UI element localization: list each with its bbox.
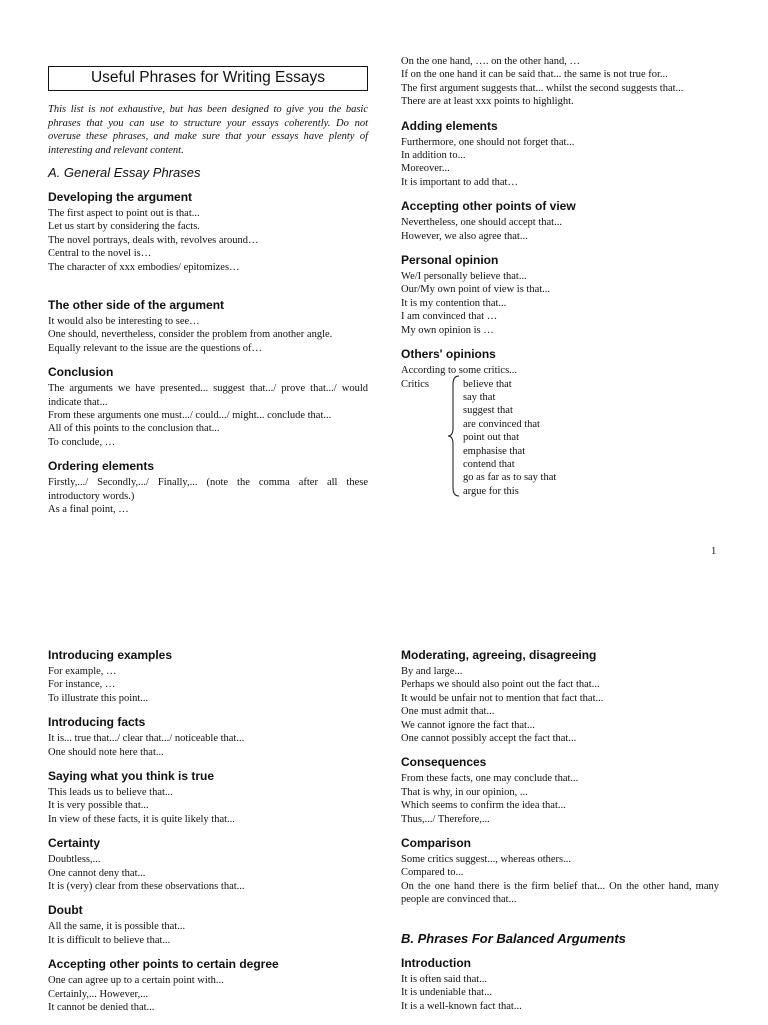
phrase: That is why, in our opinion, ... [401,786,528,798]
page2-right-column [401,648,719,1023]
phrase: We/I personally believe that... [401,271,527,283]
phrase: There are at least xxx points to highlight. [401,96,574,108]
critics-verb: believe that [463,378,512,390]
phrase-list [48,786,368,826]
phrase: Doubtless,... [48,854,101,866]
section-b-title: B. Phrases For Balanced Arguments [401,930,626,946]
page-number: 1 [711,546,717,557]
heading-introduction: Introduction [401,955,471,970]
phrase: The character of xxx embodies/ epitomizes… [48,261,240,273]
phrase: Compared to... [401,867,464,879]
phrase: One should note here that... [48,746,164,758]
phrase-list [48,974,368,1014]
phrase: My own opinion is … [401,324,494,336]
phrase: This leads us to believe that... [48,787,173,799]
intro-paragraph: This list is not exhaustive, but has been designed to give you the basic phrases that you can use to structure your essays coherently. Do not overuse these phrases, and make sure that your essays have plenty of interesting and relevant content. [48,104,368,156]
phrase: One must admit that... [401,706,495,718]
phrase: To conclude, … [48,436,116,448]
phrase: It would be unfair not to mention that fact that... [401,692,604,704]
phrase: It would also be interesting to see… [48,316,200,328]
phrase: We cannot ignore the fact that... [401,719,535,731]
phrase: For instance, … [48,679,116,691]
heading-facts: Introducing facts [48,715,146,730]
phrase: It is... true that.../ clear that.../ noticeable that... [48,733,245,745]
phrase: In addition to... [401,150,466,162]
phrase-list [401,973,719,1013]
phrase: Let us start by considering the facts. [48,221,200,233]
heading-moderating: Moderating, agreeing, disagreeing [401,648,597,662]
spacer [48,284,368,298]
phrase: All of this points to the conclusion that... [48,423,220,435]
heading-think-true: Saying what you think is true [48,769,215,784]
critics-verb: suggest that [463,405,513,417]
section-a-title: A. General Essay Phrases [48,165,201,180]
critics-verb: emphasise that [463,445,526,457]
phrase-list [48,382,368,449]
phrase: One cannot deny that... [48,867,146,879]
heading-developing: Developing the argument [48,190,193,204]
phrase: Firstly,.../ Secondly,.../ Finally,... (note the comma after all these introductory words.) [48,477,368,502]
curly-brace-icon [447,378,463,499]
phrase: The first argument suggests that... whilst the second suggests that... [401,82,684,94]
heading-doubt: Doubt [48,903,83,918]
heading-comparison: Comparison [401,836,472,851]
phrase: If on the one hand it can be said that... the same is not true for... [401,69,668,81]
critics-block [401,378,719,499]
phrase-list [401,772,719,826]
phrase-list [48,732,368,759]
phrase: To illustrate this point... [48,692,149,704]
phrase: Some critics suggest..., whereas others... [401,854,572,866]
phrase-list [401,270,719,337]
phrase: As a final point, … [48,504,129,516]
heading-accepting-degree: Accepting other points to certain degree [48,957,279,972]
phrase: It is my contention that... [401,297,507,309]
phrase: It is often said that... [401,973,488,985]
phrase: It is a well-known fact that... [401,1000,522,1012]
phrase: Which seems to confirm the idea that... [401,800,566,812]
critics-verb: go as far as to say that [463,472,557,484]
critics-label: Critics [401,378,429,390]
phrase: Moreover... [401,163,450,175]
phrase: According to some critics... [401,365,518,377]
phrase: All the same, it is possible that... [48,921,186,933]
page2-left-column [48,648,368,1025]
critics-verb-list [463,378,556,499]
phrase: By and large... [401,666,463,677]
phrase-list [401,665,719,745]
phrase: It is very possible that... [48,800,149,812]
phrase-list [48,207,368,274]
phrase: I am convinced that … [401,311,498,323]
phrase: Certainly,... However,... [48,988,149,1000]
heading-adding: Adding elements [401,118,498,133]
phrase-list [48,476,368,516]
phrase: Nevertheless, one should accept that... [401,217,562,229]
phrase-list [401,55,719,109]
phrase: One cannot possibly accept the fact that... [401,733,577,745]
phrase-list [401,136,719,190]
page1-right-column [401,55,719,498]
phrase: Furthermore, one should not forget that... [401,136,575,148]
phrase: From these facts, one may conclude that... [401,773,579,785]
heading-personal: Personal opinion [401,253,499,268]
phrase: For example, … [48,666,117,677]
phrase: From these arguments one must.../ could.../ might... conclude that... [48,410,332,422]
phrase: On the one hand, …. on the other hand, … [401,56,581,67]
page1-left-column [48,66,368,527]
phrase: One should, nevertheless, consider the problem from another angle. [48,329,333,341]
phrase: It is important to add that… [401,176,518,188]
phrase-list [401,216,719,243]
heading-consequences: Consequences [401,755,487,770]
heading-ordering: Ordering elements [48,459,155,474]
heading-examples: Introducing examples [48,648,173,662]
phrase: Equally relevant to the issue are the questions of… [48,342,263,354]
heading-other-side: The other side of the argument [48,298,225,313]
critics-verb: say that [463,391,496,403]
document-title: Useful Phrases for Writing Essays [48,66,368,91]
heading-certainty: Certainty [48,836,101,851]
phrase: Perhaps we should also point out the fact that... [401,679,600,691]
phrase: One can agree up to a certain point with... [48,975,224,987]
phrase-list [48,315,368,355]
heading-conclusion: Conclusion [48,365,114,380]
phrase: On the one hand there is the firm belief that... On the other hand, many people are convinced that... [401,880,719,906]
phrase-list [48,853,368,893]
phrase: In view of these facts, it is quite likely that... [48,813,235,825]
heading-others-opinions: Others' opinions [401,347,496,362]
phrase-list [48,920,368,947]
phrase: Thus,.../ Therefore,... [401,813,490,825]
phrase: The first aspect to point out is that... [48,208,200,219]
phrase: The arguments we have presented... suggest that.../ prove that.../ would indicate that... [48,383,368,408]
phrase-list [48,665,368,705]
phrase: It is difficult to believe that... [48,934,171,946]
critics-verb: contend that [463,458,515,470]
phrase: However, we also agree that... [401,230,528,242]
critics-verb: point out that [463,432,519,444]
critics-verb: argue for this [463,485,519,497]
critics-verb: are convinced that [463,418,540,430]
spacer [401,917,719,931]
phrase: Central to the novel is… [48,248,152,260]
phrase: Our/My own point of view is that... [401,284,551,296]
phrase: It is (very) clear from these observations that... [48,881,245,893]
phrase-list [401,853,719,907]
phrase: It cannot be denied that... [48,1002,155,1014]
phrase: It is undeniable that... [401,987,492,999]
heading-accepting: Accepting other points of view [401,199,576,214]
phrase: The novel portrays, deals with, revolves around… [48,234,259,246]
